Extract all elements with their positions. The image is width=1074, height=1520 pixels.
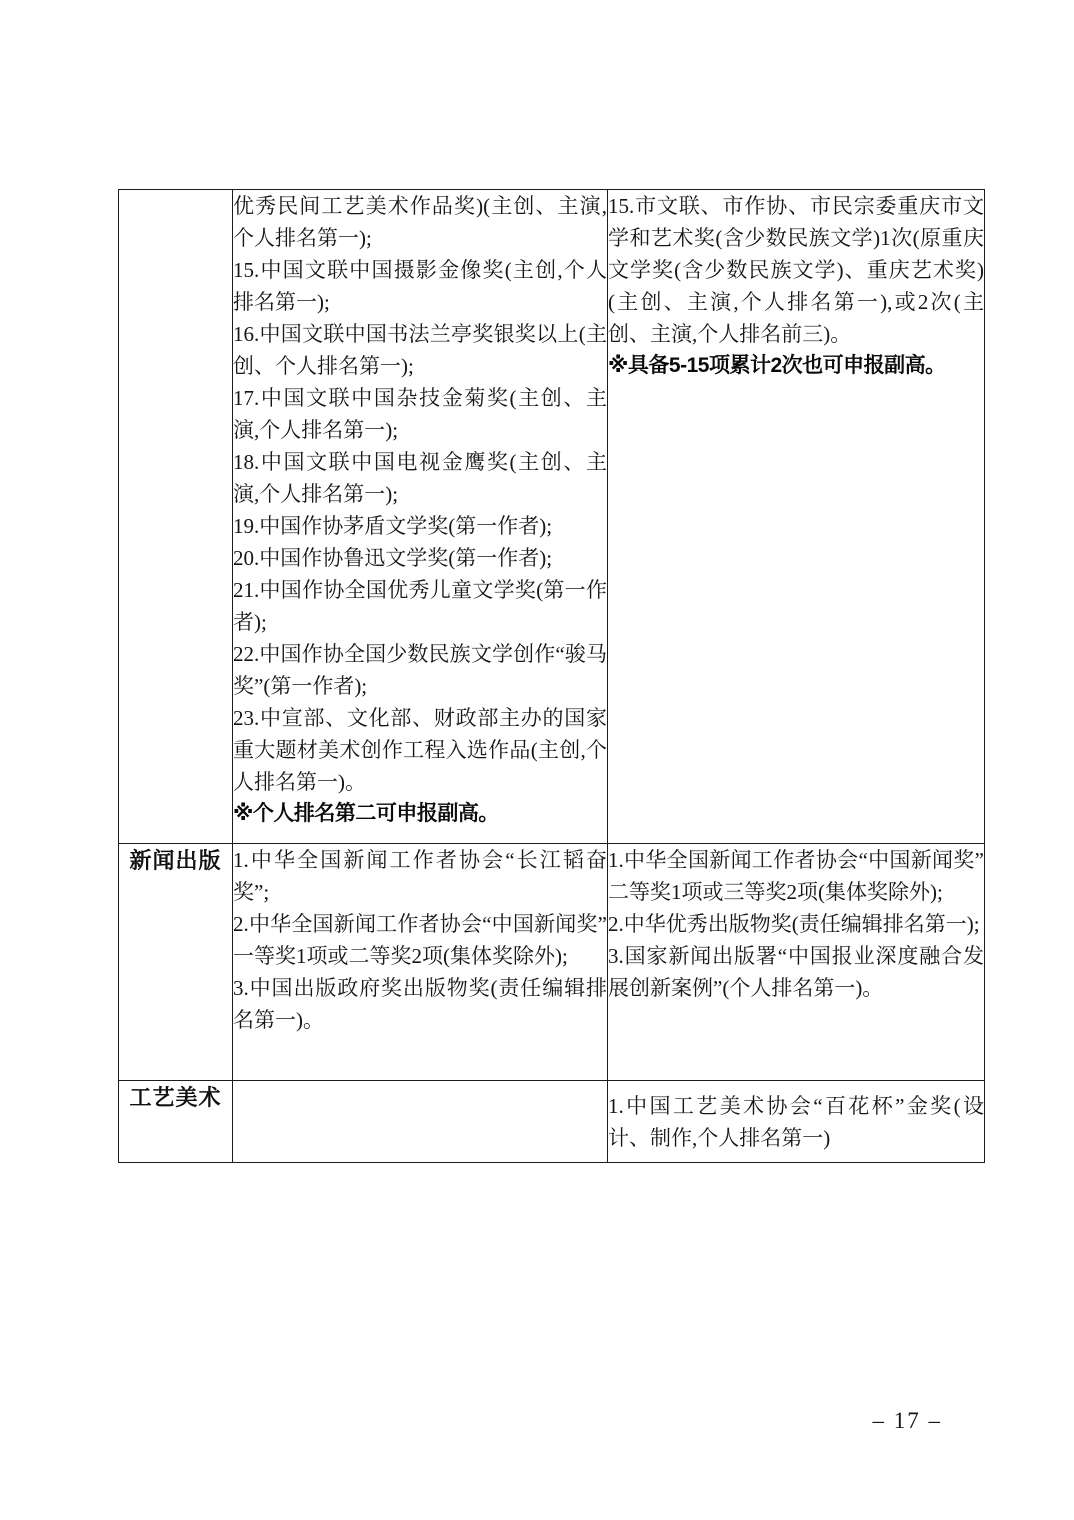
deputy-senior-criteria-cell xyxy=(608,1081,985,1163)
category-label: 工艺美术 xyxy=(129,1085,222,1110)
award-item: 19.中国作协茅盾文学奖(第一作者); xyxy=(233,514,553,538)
note-line: ※个人排名第二可申报副高。 xyxy=(233,802,499,825)
note-line: ※具备5-15项累计2次也可申报副高。 xyxy=(608,354,946,377)
table-row-news-publishing xyxy=(119,844,985,1081)
award-item: 1.中华全国新闻工作者协会“中国新闻奖”二等奖1项或三等奖2项(集体奖除外); xyxy=(608,848,984,904)
award-item-list xyxy=(233,844,607,1036)
table-row-arts-crafts xyxy=(119,1081,985,1163)
award-item-list xyxy=(608,844,984,1004)
award-item: 20.中国作协鲁迅文学奖(第一作者); xyxy=(233,546,553,570)
category-cell xyxy=(119,1081,233,1163)
award-item: 1.中华全国新闻工作者协会“长江韬奋奖”; xyxy=(233,848,607,904)
category-cell xyxy=(119,844,233,1081)
full-senior-criteria-cell xyxy=(233,190,608,844)
award-item-list xyxy=(233,190,607,798)
award-item: 18.中国文联中国电视金鹰奖(主创、主演,个人排名第一); xyxy=(233,450,607,506)
page-number: – 17 – xyxy=(872,1408,942,1433)
deputy-senior-criteria-cell xyxy=(608,190,985,844)
award-item: 22.中国作协全国少数民族文学创作“骏马奖”(第一作者); xyxy=(233,642,607,698)
award-item-list xyxy=(608,190,984,350)
award-item: 3.国家新闻出版署“中国报业深度融合发展创新案例”(个人排名第一)。 xyxy=(608,944,984,1000)
award-item: 23.中宣部、文化部、财政部主办的国家重大题材美术创作工程入选作品(主创,个人排名第一)。 xyxy=(233,706,607,794)
award-item: 16.中国文联中国书法兰亭奖银奖以上(主创、个人排名第一); xyxy=(233,322,607,378)
award-item: 2.中华全国新闻工作者协会“中国新闻奖”一等奖1项或二等奖2项(集体奖除外); xyxy=(233,912,607,968)
full-senior-criteria-cell xyxy=(233,1081,608,1163)
award-item: 15.市文联、市作协、市民宗委重庆市文学和艺术奖(含少数民族文学)1次(原重庆文学奖(含少数民族文学)、重庆艺术奖)(主创、主演,个人排名第一),或2次(主创、主演,个人排名前三)。 xyxy=(608,194,984,346)
award-item-list xyxy=(608,1090,984,1154)
award-item: 2.中华优秀出版物奖(责任编辑排名第一); xyxy=(608,912,980,936)
awards-table xyxy=(118,189,985,1163)
full-senior-criteria-cell xyxy=(233,844,608,1081)
award-item: 15.中国文联中国摄影金像奖(主创,个人排名第一); xyxy=(233,258,607,314)
award-item: 3.中国出版政府奖出版物奖(责任编辑排名第一)。 xyxy=(233,976,607,1032)
deputy-senior-criteria-cell xyxy=(608,844,985,1081)
category-cell xyxy=(119,190,233,844)
award-item: 1.中国工艺美术协会“百花杯”金奖(设计、制作,个人排名第一) xyxy=(608,1093,984,1150)
award-item: 21.中国作协全国优秀儿童文学奖(第一作者); xyxy=(233,578,607,634)
award-item: 17.中国文联中国杂技金菊奖(主创、主演,个人排名第一); xyxy=(233,386,607,442)
award-item: 优秀民间工艺美术作品奖)(主创、主演,个人排名第一); xyxy=(233,194,607,250)
category-label: 新闻出版 xyxy=(129,848,222,873)
table-row-continued xyxy=(119,190,985,844)
